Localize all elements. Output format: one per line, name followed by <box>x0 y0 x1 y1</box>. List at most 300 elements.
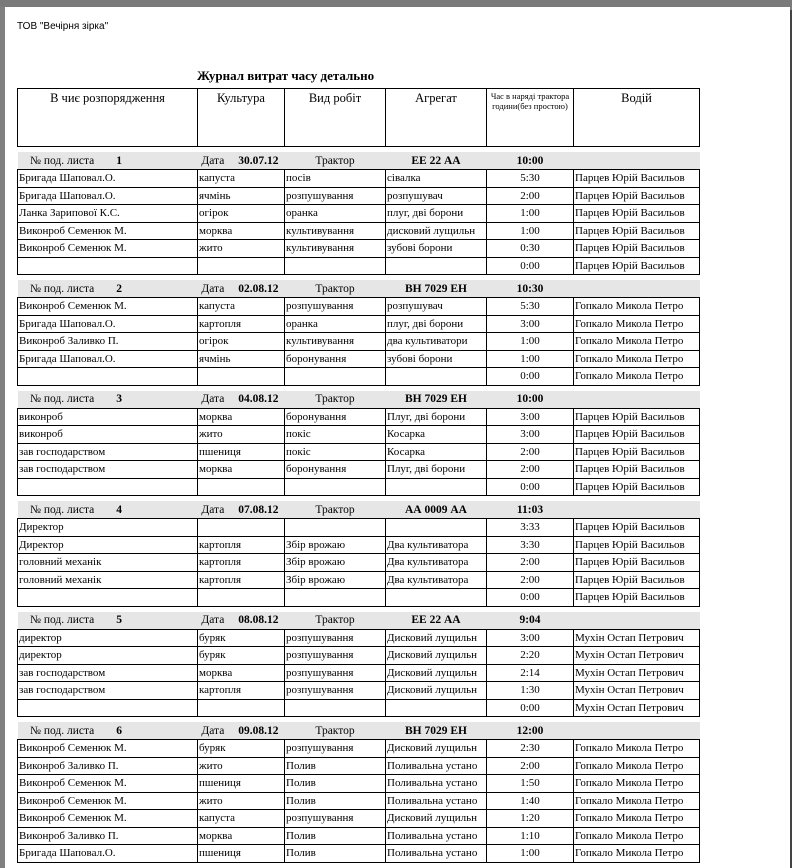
cell-assignee: Виконроб Семенюк М. <box>18 298 198 316</box>
cell-crop: пшениця <box>198 845 285 863</box>
cell-work-type <box>285 519 386 537</box>
cell-crop <box>198 519 285 537</box>
cell-assignee: Виконроб Семенюк М. <box>18 775 198 793</box>
waybill-number: 6 <box>116 724 123 737</box>
date-label: Дата <box>201 614 225 626</box>
tractor-label: Трактор <box>315 393 355 405</box>
cell-work-type: розпушування <box>285 629 386 647</box>
date-label: Дата <box>201 154 225 167</box>
cell-driver: Парцев Юрій Васильов <box>574 408 700 426</box>
table-row <box>18 519 700 537</box>
cell-crop: капуста <box>198 170 285 188</box>
cell-hours: 2:00 <box>487 757 574 775</box>
cell-crop: морква <box>198 222 285 240</box>
cell-hours: 1:00 <box>487 205 574 223</box>
cell-work-type: Збір врожаю <box>285 536 386 554</box>
waybill-header-row <box>18 722 700 740</box>
tractor-label-cell <box>285 501 386 519</box>
waybill-label: № под. листа <box>30 503 95 516</box>
waybill-label: № под. листа <box>30 282 95 295</box>
tractor-label: Трактор <box>315 282 355 295</box>
cell-driver: Парцев Юрій Васильов <box>574 205 700 223</box>
waybill-date: 04.08.12 <box>238 393 279 405</box>
cell-work-type: культивування <box>285 222 386 240</box>
cell-driver: Парцев Юрій Васильов <box>574 240 700 258</box>
cell-assignee <box>18 257 198 275</box>
cell-assignee: зав господарством <box>18 461 198 479</box>
cell-driver: Парцев Юрій Васильов <box>574 589 700 607</box>
waybill-label: № под. листа <box>30 393 95 405</box>
table-body <box>18 147 700 863</box>
waybill-time: 10:30 <box>487 280 574 298</box>
cell-assignee: Бригада Шаповал.О. <box>18 350 198 368</box>
cell-crop: картопля <box>198 571 285 589</box>
cell-driver: Гопкало Микола Петро <box>574 757 700 775</box>
waybill-number: 2 <box>116 282 123 295</box>
table-row <box>18 478 700 496</box>
cell-unit: Плуг, дві борони <box>386 461 487 479</box>
cell-work-type <box>285 699 386 717</box>
cell-unit: Два культиватора <box>386 554 487 572</box>
cell-hours: 1:50 <box>487 775 574 793</box>
cell-driver: Гопкало Микола Петро <box>574 298 700 316</box>
cell-unit: Поливальна устано <box>386 827 487 845</box>
cell-work-type: оранка <box>285 205 386 223</box>
table-row <box>18 740 700 758</box>
cell-driver: Гопкало Микола Петро <box>574 810 700 828</box>
table-row <box>18 682 700 700</box>
cell-hours: 1:00 <box>487 845 574 863</box>
cell-driver: Мухін Остап Петрович <box>574 664 700 682</box>
waybill-date-cell <box>198 280 285 298</box>
waybill-date: 02.08.12 <box>238 282 279 295</box>
cell-driver: Гопкало Микола Петро <box>574 775 700 793</box>
cell-hours: 2:20 <box>487 647 574 665</box>
cell-work-type: боронування <box>285 408 386 426</box>
cell-work-type <box>285 257 386 275</box>
cell-work-type: Полив <box>285 827 386 845</box>
waybill-date-cell <box>198 152 285 170</box>
waybill-date-cell <box>198 391 285 409</box>
cell-assignee: директор <box>18 647 198 665</box>
cell-hours: 1:10 <box>487 827 574 845</box>
tractor-label: Трактор <box>315 614 355 626</box>
waybill-number-cell <box>18 501 198 519</box>
table-row <box>18 589 700 607</box>
tractor-plate: АА 0009 АА <box>386 501 487 519</box>
cell-assignee: зав господарством <box>18 664 198 682</box>
cell-hours: 0:00 <box>487 589 574 607</box>
date-label: Дата <box>201 282 225 295</box>
cell-crop <box>198 257 285 275</box>
cell-driver: Мухін Остап Петрович <box>574 647 700 665</box>
cell-assignee: Виконроб Семенюк М. <box>18 792 198 810</box>
cell-assignee: Бригада Шаповал.О. <box>18 187 198 205</box>
cell-hours: 5:30 <box>487 298 574 316</box>
cell-work-type: боронування <box>285 350 386 368</box>
cell-assignee <box>18 699 198 717</box>
table-row <box>18 443 700 461</box>
table-row <box>18 240 700 258</box>
table-row <box>18 664 700 682</box>
table-row <box>18 315 700 333</box>
waybill-number: 4 <box>116 503 123 516</box>
header-driver: Водій <box>574 89 700 147</box>
cell-driver: Парцев Юрій Васильов <box>574 170 700 188</box>
tractor-plate: ВН 7029 ЕН <box>386 280 487 298</box>
cell-driver: Парцев Юрій Васильов <box>574 187 700 205</box>
cell-assignee: Бригада Шаповал.О. <box>18 315 198 333</box>
cell-crop <box>198 589 285 607</box>
cell-assignee: Виконроб Заливко П. <box>18 757 198 775</box>
header-assignee: В чиє розпорядження <box>18 89 198 147</box>
table-row <box>18 350 700 368</box>
cell-crop: морква <box>198 408 285 426</box>
cell-driver: Парцев Юрій Васильов <box>574 571 700 589</box>
cell-hours: 3:00 <box>487 408 574 426</box>
tractor-label-cell <box>285 152 386 170</box>
cell-work-type: розпушування <box>285 682 386 700</box>
tractor-plate: ВН 7029 ЕН <box>386 391 487 409</box>
waybill-label: № под. листа <box>30 154 95 167</box>
cell-assignee <box>18 478 198 496</box>
cell-crop: картопля <box>198 536 285 554</box>
cell-hours: 2:30 <box>487 740 574 758</box>
tractor-label-cell <box>285 612 386 630</box>
waybill-date: 07.08.12 <box>238 503 279 516</box>
waybill-number-cell <box>18 722 198 740</box>
cell-hours: 3:00 <box>487 315 574 333</box>
cell-unit: Дисковий лущильн <box>386 810 487 828</box>
cell-hours: 0:00 <box>487 478 574 496</box>
table-row <box>18 571 700 589</box>
cell-crop: буряк <box>198 629 285 647</box>
cell-driver: Парцев Юрій Васильов <box>574 554 700 572</box>
table-row <box>18 461 700 479</box>
cell-hours: 0:00 <box>487 368 574 386</box>
cell-unit: Поливальна устано <box>386 845 487 863</box>
cell-crop: капуста <box>198 298 285 316</box>
cell-work-type: розпушування <box>285 298 386 316</box>
cell-assignee: головний механік <box>18 554 198 572</box>
cell-unit: Косарка <box>386 426 487 444</box>
tractor-label: Трактор <box>315 724 355 737</box>
cell-driver: Мухін Остап Петрович <box>574 682 700 700</box>
tractor-label-cell <box>285 280 386 298</box>
cell-work-type: Збір врожаю <box>285 554 386 572</box>
cell-driver: Гопкало Микола Петро <box>574 368 700 386</box>
cell-work-type <box>285 478 386 496</box>
table-row <box>18 647 700 665</box>
cell-unit: два культиватори <box>386 333 487 351</box>
table-row <box>18 792 700 810</box>
waybill-number-cell <box>18 152 198 170</box>
waybill-date-cell <box>198 501 285 519</box>
cell-unit <box>386 368 487 386</box>
cell-assignee: зав господарством <box>18 443 198 461</box>
cell-hours: 1:00 <box>487 333 574 351</box>
cell-crop: морква <box>198 664 285 682</box>
waybill-empty-cell <box>574 501 700 519</box>
tractor-label: Трактор <box>315 503 355 516</box>
cell-driver: Мухін Остап Петрович <box>574 699 700 717</box>
waybill-date: 08.08.12 <box>238 614 279 626</box>
header-crop: Культура <box>198 89 285 147</box>
table-row <box>18 170 700 188</box>
waybill-date: 09.08.12 <box>238 724 279 737</box>
waybill-empty-cell <box>574 280 700 298</box>
table-row <box>18 757 700 775</box>
cell-driver: Гопкало Микола Петро <box>574 845 700 863</box>
cell-unit: Косарка <box>386 443 487 461</box>
cell-work-type: розпушування <box>285 187 386 205</box>
waybill-time: 9:04 <box>487 612 574 630</box>
date-label: Дата <box>201 393 225 405</box>
cell-driver: Парцев Юрій Васильов <box>574 536 700 554</box>
cell-hours: 2:00 <box>487 461 574 479</box>
table-row <box>18 205 700 223</box>
tractor-label-cell <box>285 722 386 740</box>
cell-crop: огірок <box>198 333 285 351</box>
cell-unit: розпушувач <box>386 187 487 205</box>
cell-hours: 1:20 <box>487 810 574 828</box>
waybill-time: 10:00 <box>487 391 574 409</box>
cell-work-type: розпушування <box>285 647 386 665</box>
header-unit: Агрегат <box>386 89 487 147</box>
cell-unit: Поливальна устано <box>386 792 487 810</box>
cell-assignee: Ланка Зарипової К.С. <box>18 205 198 223</box>
table-row <box>18 222 700 240</box>
header-work-type: Вид робіт <box>285 89 386 147</box>
cell-unit: Два культиватора <box>386 571 487 589</box>
cell-driver: Парцев Юрій Васильов <box>574 519 700 537</box>
waybill-number: 5 <box>116 614 123 626</box>
cell-hours: 2:00 <box>487 554 574 572</box>
cell-assignee: Виконроб Семенюк М. <box>18 240 198 258</box>
cell-work-type: оранка <box>285 315 386 333</box>
waybill-number-cell <box>18 612 198 630</box>
waybill-date-cell <box>198 612 285 630</box>
table-row <box>18 298 700 316</box>
waybill-empty-cell <box>574 391 700 409</box>
table-row <box>18 845 700 863</box>
company-name: ТОВ "Вечірня зірка" <box>17 21 109 32</box>
waybill-header-row <box>18 152 700 170</box>
date-label: Дата <box>201 724 225 737</box>
waybill-number: 3 <box>116 393 123 405</box>
cell-unit: Два культиватора <box>386 536 487 554</box>
cell-crop: морква <box>198 461 285 479</box>
cell-crop: жито <box>198 240 285 258</box>
cell-crop: морква <box>198 827 285 845</box>
cell-crop: картопля <box>198 315 285 333</box>
cell-assignee: Бригада Шаповал.О. <box>18 170 198 188</box>
cell-work-type: боронування <box>285 461 386 479</box>
cell-crop <box>198 699 285 717</box>
waybill-time: 10:00 <box>487 152 574 170</box>
cell-assignee: виконроб <box>18 408 198 426</box>
table-row <box>18 536 700 554</box>
cell-unit: Плуг, дві борони <box>386 408 487 426</box>
cell-assignee: Виконроб Заливко П. <box>18 827 198 845</box>
table-row <box>18 775 700 793</box>
cell-unit: Дисковий лущильн <box>386 647 487 665</box>
cell-hours: 2:00 <box>487 187 574 205</box>
cell-unit: Поливальна устано <box>386 775 487 793</box>
cell-assignee: Бригада Шаповал.О. <box>18 845 198 863</box>
cell-work-type: Полив <box>285 757 386 775</box>
cell-assignee: Директор <box>18 519 198 537</box>
cell-unit: Дисковий лущильн <box>386 629 487 647</box>
cell-driver: Гопкало Микола Петро <box>574 333 700 351</box>
cell-crop: жито <box>198 426 285 444</box>
cell-crop <box>198 368 285 386</box>
cell-hours: 3:33 <box>487 519 574 537</box>
tractor-plate: ЕЕ 22 АА <box>386 612 487 630</box>
date-label: Дата <box>201 503 225 516</box>
cell-driver: Гопкало Микола Петро <box>574 740 700 758</box>
waybill-number: 1 <box>116 154 123 167</box>
cell-work-type: культивування <box>285 240 386 258</box>
cell-unit: Дисковий лущильн <box>386 664 487 682</box>
cell-assignee: Виконроб Заливко П. <box>18 333 198 351</box>
waybill-header-row <box>18 501 700 519</box>
cell-driver: Гопкало Микола Петро <box>574 350 700 368</box>
cell-assignee <box>18 589 198 607</box>
cell-crop: пшениця <box>198 775 285 793</box>
cell-unit: плуг, дві борони <box>386 205 487 223</box>
cell-work-type: розпушування <box>285 740 386 758</box>
waybill-empty-cell <box>574 152 700 170</box>
cell-crop: ячмінь <box>198 350 285 368</box>
waybill-header-row <box>18 391 700 409</box>
cell-unit <box>386 478 487 496</box>
report-title: Журнал витрат часу детально <box>197 68 375 83</box>
cell-driver: Парцев Юрій Васильов <box>574 461 700 479</box>
cell-driver: Гопкало Микола Петро <box>574 792 700 810</box>
cell-driver: Гопкало Микола Петро <box>574 315 700 333</box>
tractor-plate: ВН 7029 ЕН <box>386 722 487 740</box>
table-header-row <box>18 89 700 147</box>
cell-crop: буряк <box>198 647 285 665</box>
waybill-number-cell <box>18 391 198 409</box>
cell-assignee: директор <box>18 629 198 647</box>
waybill-time: 12:00 <box>487 722 574 740</box>
cell-crop: ячмінь <box>198 187 285 205</box>
cell-assignee: виконроб <box>18 426 198 444</box>
cell-unit: зубові борони <box>386 240 487 258</box>
waybill-label: № под. листа <box>30 724 95 737</box>
table-row <box>18 187 700 205</box>
cell-crop: огірок <box>198 205 285 223</box>
cell-crop: пшениця <box>198 443 285 461</box>
cell-crop: картопля <box>198 682 285 700</box>
cell-driver: Парцев Юрій Васильов <box>574 478 700 496</box>
cell-assignee: головний механік <box>18 571 198 589</box>
cell-unit <box>386 519 487 537</box>
waybill-number-cell <box>18 280 198 298</box>
cell-crop: жито <box>198 792 285 810</box>
table-row <box>18 827 700 845</box>
cell-driver: Парцев Юрій Васильов <box>574 443 700 461</box>
cell-assignee <box>18 368 198 386</box>
table-row <box>18 368 700 386</box>
cell-assignee: зав господарством <box>18 682 198 700</box>
cell-crop: капуста <box>198 810 285 828</box>
tractor-label-cell <box>285 391 386 409</box>
tractor-plate: ЕЕ 22 АА <box>386 152 487 170</box>
cell-crop: картопля <box>198 554 285 572</box>
table-row <box>18 426 700 444</box>
cell-unit: розпушувач <box>386 298 487 316</box>
cell-hours: 0:00 <box>487 699 574 717</box>
waybill-empty-cell <box>574 722 700 740</box>
cell-hours: 2:00 <box>487 443 574 461</box>
table-row <box>18 554 700 572</box>
cell-unit: зубові борони <box>386 350 487 368</box>
cell-work-type: розпушування <box>285 664 386 682</box>
cell-unit <box>386 699 487 717</box>
table-row <box>18 257 700 275</box>
waybill-empty-cell <box>574 612 700 630</box>
waybill-time: 11:03 <box>487 501 574 519</box>
waybill-date-cell <box>198 722 285 740</box>
cell-hours: 0:30 <box>487 240 574 258</box>
cell-work-type: культивування <box>285 333 386 351</box>
waybill-header-row <box>18 280 700 298</box>
cell-driver: Мухін Остап Петрович <box>574 629 700 647</box>
cell-hours: 1:00 <box>487 350 574 368</box>
cell-work-type: Полив <box>285 792 386 810</box>
cell-work-type <box>285 589 386 607</box>
cell-assignee: Виконроб Семенюк М. <box>18 740 198 758</box>
cell-hours: 1:30 <box>487 682 574 700</box>
table-row <box>18 699 700 717</box>
cell-driver: Гопкало Микола Петро <box>574 827 700 845</box>
waybill-label: № под. листа <box>30 614 95 626</box>
cell-work-type: Полив <box>285 775 386 793</box>
cell-driver: Парцев Юрій Васильов <box>574 426 700 444</box>
cell-hours: 1:00 <box>487 222 574 240</box>
cell-unit <box>386 257 487 275</box>
cell-assignee: Виконроб Семенюк М. <box>18 222 198 240</box>
cell-unit: Дисковий лущильн <box>386 740 487 758</box>
cell-unit: сівалка <box>386 170 487 188</box>
cell-hours: 2:00 <box>487 571 574 589</box>
cell-unit: дисковий лущильн <box>386 222 487 240</box>
cell-work-type: покіс <box>285 426 386 444</box>
cell-work-type: розпушування <box>285 810 386 828</box>
table-row <box>18 810 700 828</box>
cell-hours: 3:30 <box>487 536 574 554</box>
cell-hours: 3:00 <box>487 426 574 444</box>
tractor-label: Трактор <box>315 154 355 167</box>
cell-work-type: посів <box>285 170 386 188</box>
cell-hours: 0:00 <box>487 257 574 275</box>
cell-unit <box>386 589 487 607</box>
cell-work-type: Збір врожаю <box>285 571 386 589</box>
table-row <box>18 629 700 647</box>
cell-crop <box>198 478 285 496</box>
cell-assignee: Виконроб Семенюк М. <box>18 810 198 828</box>
table-row <box>18 408 700 426</box>
cell-hours: 3:00 <box>487 629 574 647</box>
cell-work-type <box>285 368 386 386</box>
cell-crop: жито <box>198 757 285 775</box>
cell-crop: буряк <box>198 740 285 758</box>
waybill-header-row <box>18 612 700 630</box>
cell-unit: плуг, дві борони <box>386 315 487 333</box>
